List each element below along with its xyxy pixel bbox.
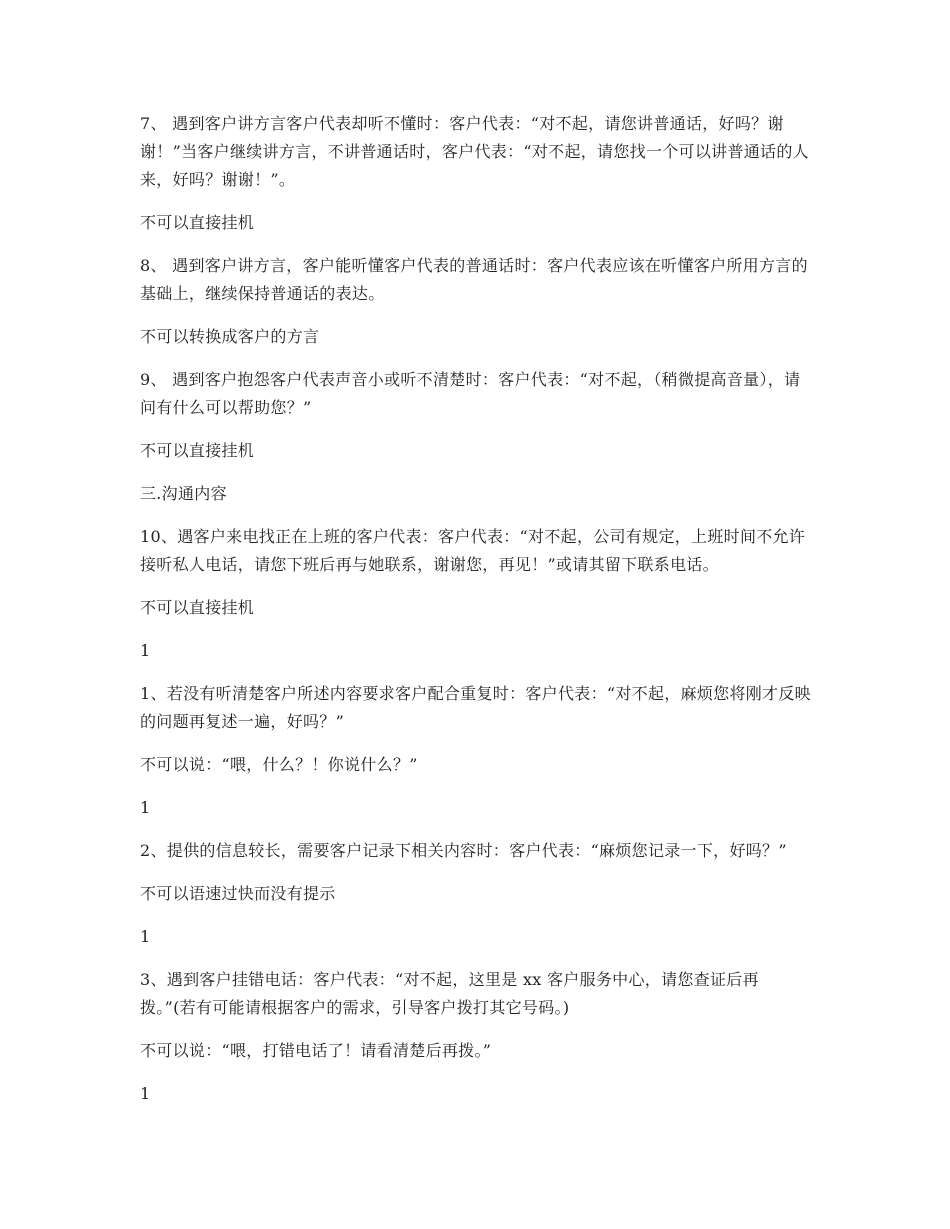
paragraph-no-fast-speech: 不可以语速过快而没有提示 — [140, 884, 336, 903]
paragraph-no-dialect-switch: 不可以转换成客户的方言 — [140, 327, 320, 346]
paragraph-8-dialect-understood: 8、 遇到客户讲方言，客户能听懂客户代表的普通话时：客户代表应该在听懂客户所用方言的基础上，继续保持普通话的表达。 — [140, 256, 808, 303]
section-heading-communication: 三.沟通内容 — [140, 484, 227, 503]
paragraph-number: 1 — [140, 1084, 151, 1103]
paragraph-7-dialect-not-understood: 7、 遇到客户讲方言客户代表却听不懂时：客户代表：“对不起，请您讲普通话，好吗？谢谢！”当客户继续讲方言，不讲普通话时，客户代表：“对不起，请您找一个可以讲普通话的人来，好吗？谢谢！”。 — [140, 114, 809, 189]
paragraph-no-hang-up: 不可以直接挂机 — [140, 598, 255, 617]
paragraph-forbidden-phrase: 不可以说：“喂，打错电话了！请看清楚后再拨。” — [140, 1041, 492, 1060]
paragraph-10-personal-call: 10、遇客户来电找正在上班的客户代表：客户代表：“对不起，公司有规定，上班时间不允许接听私人电话，请您下班后再与她联系，谢谢您，再见！”或请其留下联系电话。 — [140, 527, 806, 574]
paragraph-number: 1 — [140, 927, 151, 946]
paragraph-3-wrong-number: 3、遇到客户挂错电话：客户代表：“对不起，这里是 xx 客户服务中心，请您查证后再拨。”(若有可能请根据客户的需求，引导客户拨打其它号码。) — [140, 970, 759, 1017]
paragraph-no-hang-up: 不可以直接挂机 — [140, 441, 255, 460]
paragraph-1-repeat-request: 1、若没有听清楚客户所述内容要求客户配合重复时：客户代表：“对不起，麻烦您将刚才反映的问题再复述一遍，好吗？” — [140, 684, 811, 731]
paragraph-forbidden-phrase: 不可以说：“喂，什么？！你说什么？” — [140, 755, 418, 774]
paragraph-number: 1 — [140, 798, 151, 817]
paragraph-9-low-volume: 9、 遇到客户抱怨客户代表声音小或听不清楚时：客户代表：“对不起，（稍微提高音量），请问有什么可以帮助您？” — [140, 370, 801, 417]
paragraph-no-hang-up: 不可以直接挂机 — [140, 213, 255, 232]
paragraph-number: 1 — [140, 641, 151, 660]
document-body — [140, 110, 812, 1123]
paragraph-2-long-info: 2、提供的信息较长，需要客户记录下相关内容时：客户代表：“麻烦您记录一下，好吗？” — [140, 841, 787, 860]
